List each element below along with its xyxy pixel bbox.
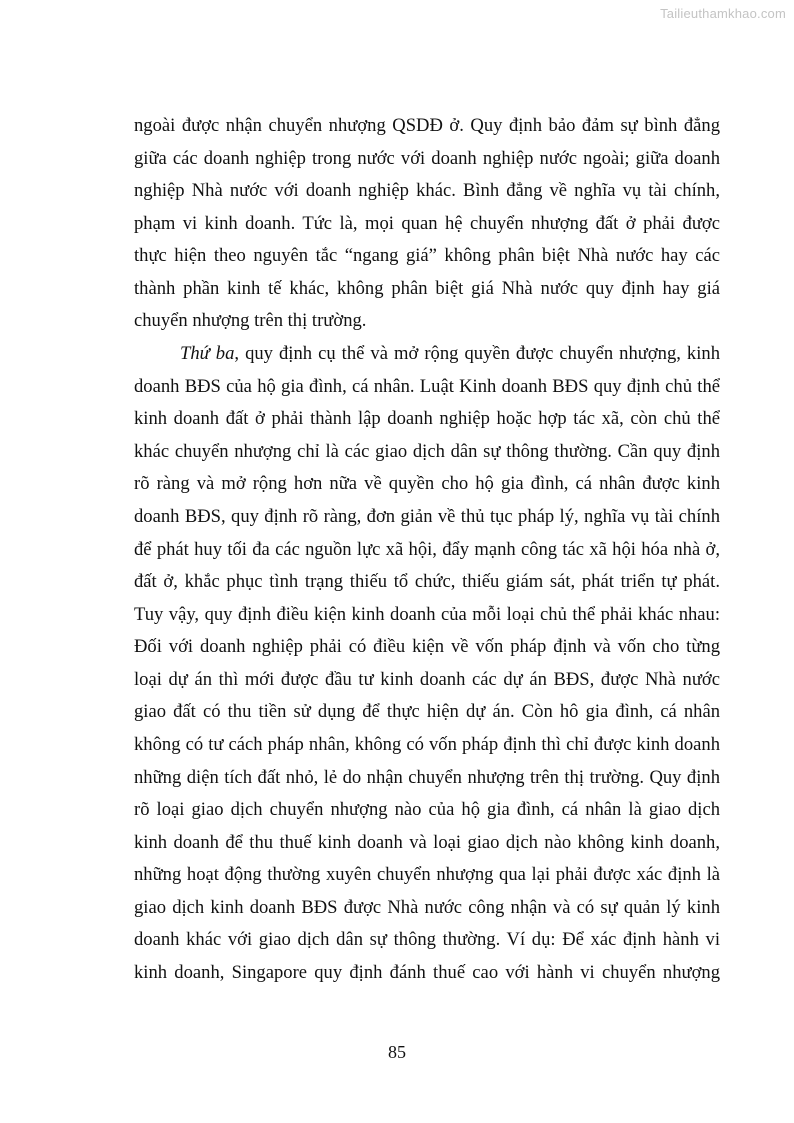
text-line: Đối với doanh nghiệp phải có điều kiện về vốn pháp định và vốn cho từng [134, 636, 720, 658]
text-line: khác chuyển nhượng chỉ là các giao dịch dân sự thông thường. Cần quy định [134, 440, 720, 462]
text-line: những hoạt động thường xuyên chuyển nhượng qua lại phải được xác định là [134, 864, 720, 886]
text-line: ngoài được nhận chuyển nhượng QSDĐ ở. Quy định bảo đảm sự bình đẳng [134, 115, 720, 136]
text-line: không có tư cách pháp nhân, không có vốn pháp định thì chỉ được kinh doanh [134, 733, 720, 755]
text-line: thành phần kinh tế khác, không phân biệt giá Nhà nước quy định hay giá [134, 277, 720, 299]
text-line: nghiệp Nhà nước với doanh nghiệp khác. Bình đẳng về nghĩa vụ tài chính, [134, 180, 720, 202]
text-line: doanh khác với giao dịch dân sự thông thường. Ví dụ: Để xác định hành vi [134, 929, 720, 951]
text-line: để phát huy tối đa các nguồn lực xã hội, đẩy mạnh công tác xã hội hóa nhà ở, [134, 538, 720, 560]
text-line: đất ở, khắc phục tình trạng thiếu tổ chức, thiếu giám sát, phát triển tự phát. [134, 571, 720, 593]
text-line: giữa các doanh nghiệp trong nước với doanh nghiệp nước ngoài; giữa doanh [134, 147, 720, 169]
text-line: rõ loại giao dịch chuyển nhượng nào của hộ gia đình, cá nhân là giao dịch [134, 799, 720, 821]
paragraph-1 [134, 110, 720, 338]
text-line: doanh BĐS, quy định rõ ràng, đơn giản về thủ tục pháp lý, nghĩa vụ tài chính [134, 505, 720, 527]
text-line: Tuy vậy, quy định điều kiện kinh doanh của mỗi loại chủ thể phải khác nhau: [134, 603, 720, 625]
document-body [134, 110, 720, 990]
text-line-first [134, 338, 720, 371]
watermark: Tailieuthamkhao.com [660, 6, 786, 21]
text-line: giao đất có thu tiền sử dụng để thực hiện dự án. Còn hô gia đình, cá nhân [134, 701, 720, 723]
text-line: kinh doanh để thu thuế kinh doanh và loại giao dịch nào không kinh doanh, [134, 831, 720, 853]
text-line: kinh doanh đất ở phải thành lập doanh nghiệp hoặc hợp tác xã, còn chủ thể [134, 408, 720, 430]
text-line: thực hiện theo nguyên tắc “ngang giá” không phân biệt Nhà nước hay các [134, 245, 720, 267]
text-line: loại dự án thì mới được đầu tư kinh doanh các dự án BĐS, được Nhà nước [134, 668, 720, 690]
text-line: phạm vi kinh doanh. Tức là, mọi quan hệ chuyển nhượng đất ở phải được [134, 212, 720, 234]
text-line: giao dịch kinh doanh BĐS được Nhà nước công nhận và có sự quản lý kinh [134, 896, 720, 918]
text-line: những diện tích đất nhỏ, lẻ do nhận chuyển nhượng trên thị trường. Quy định [134, 766, 720, 788]
text-line: rõ ràng và mở rộng hơn nữa về quyền cho hộ gia đình, cá nhân được kinh [134, 473, 720, 495]
page-number: 85 [388, 1042, 406, 1062]
paragraph-2 [134, 338, 720, 990]
text-line: doanh BĐS của hộ gia đình, cá nhân. Luật Kinh doanh BĐS quy định chủ thể [134, 375, 720, 397]
text-line: chuyển nhượng trên thị trường. [134, 310, 367, 332]
lead-rest: , quy định cụ thể và mở rộng quyền được chuyển nhượng, kinh [234, 343, 720, 365]
italic-lead: Thứ ba [180, 343, 235, 365]
text-line: kinh doanh, Singapore quy định đánh thuế cao với hành vi chuyển nhượng [134, 962, 720, 984]
